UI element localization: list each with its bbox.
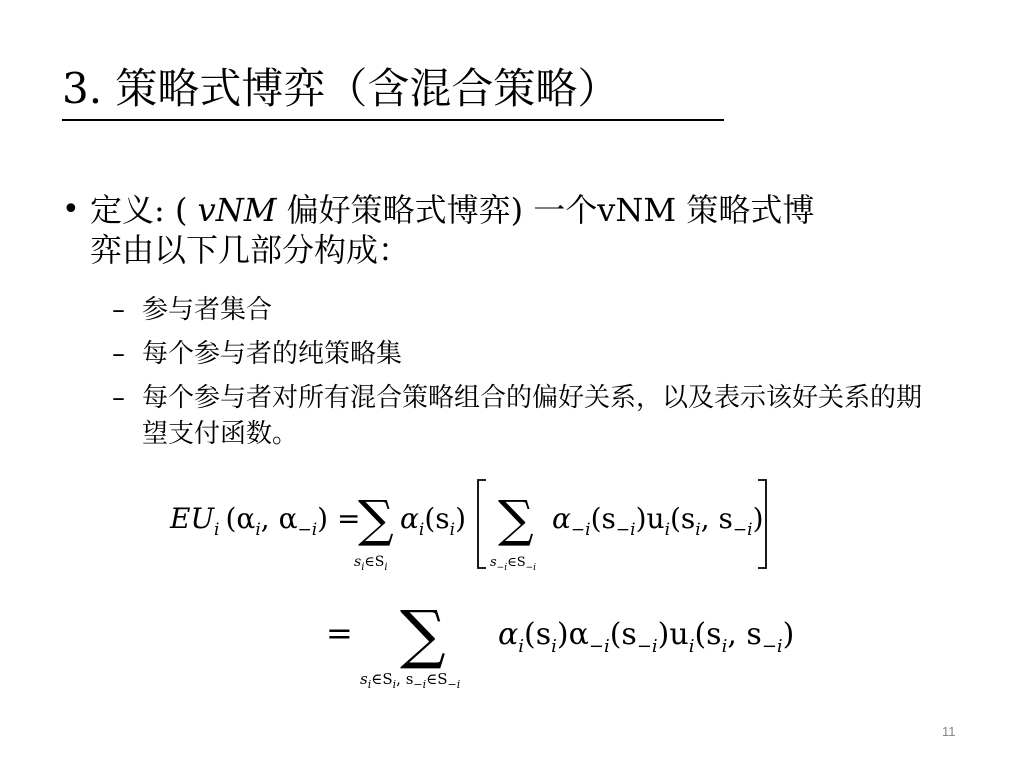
sub-item	[112, 380, 932, 452]
eq1-sum-icon: ∑	[358, 490, 394, 548]
slide-title: 3. 策略式博弈（含混合策略）	[62, 64, 620, 113]
bullet-text	[90, 190, 950, 270]
eq2-equals: =	[326, 614, 353, 652]
sub-item-text: 每个参与者对所有混合策略组合的偏好关系，以及表示该好关系的期望支付函数。	[142, 383, 923, 449]
bullet-italic-vnm: vNM	[197, 191, 277, 229]
eq1-sum2-icon: ∑	[498, 490, 534, 548]
eq2-term: $\alpha_i(s_i)\alpha_{-i}(s_{-i})u_i(s_i$, $s_{-i}$)	[498, 617, 795, 657]
dash-icon: –	[112, 295, 125, 325]
equation-expanded-sum	[322, 588, 862, 698]
sub-item	[112, 336, 932, 372]
page-number: 11	[942, 724, 956, 739]
eq1-lhs: $EU_i$ ($\alpha_i$, $\alpha_{-i}$) =	[170, 502, 361, 540]
sub-item	[112, 292, 932, 328]
bullet-line2: 弈由以下几部分构成：	[90, 231, 411, 269]
title-underline	[62, 119, 724, 121]
eq1-sum2-limit: $s_{-i}\in S_{-i}$	[490, 555, 537, 573]
bullet-dot-icon: •	[62, 192, 80, 227]
left-bracket-icon	[478, 480, 486, 568]
eq2-sum-limit: $s_i\in S_i$, $s_{-i}\in S_{-i}$	[360, 670, 461, 691]
definition-bullet	[62, 190, 962, 270]
eq2-sum-icon: ∑	[400, 598, 446, 672]
sub-item-text: 参与者集合	[142, 295, 273, 325]
equation-expected-utility	[168, 472, 788, 578]
eq1-sum1-limit: $s_i\in S_i$	[354, 554, 388, 573]
dash-icon: –	[112, 339, 125, 369]
bullet-row	[62, 190, 962, 270]
dash-icon: –	[112, 383, 125, 413]
sub-list	[112, 292, 932, 460]
bullet-prefix: 定义: (	[90, 191, 198, 229]
bullet-line1-rest: 偏好策略式博弈) 一个vNM 策略式博	[276, 191, 815, 229]
eq1-term1: $\alpha_i(s_i)$	[400, 502, 467, 540]
sub-item-text: 每个参与者的纯策略集	[142, 339, 403, 369]
eq1-term2: $\alpha_{-i}(s_{-i})u_i(s_i$, $s_{-i}$)	[552, 502, 764, 540]
